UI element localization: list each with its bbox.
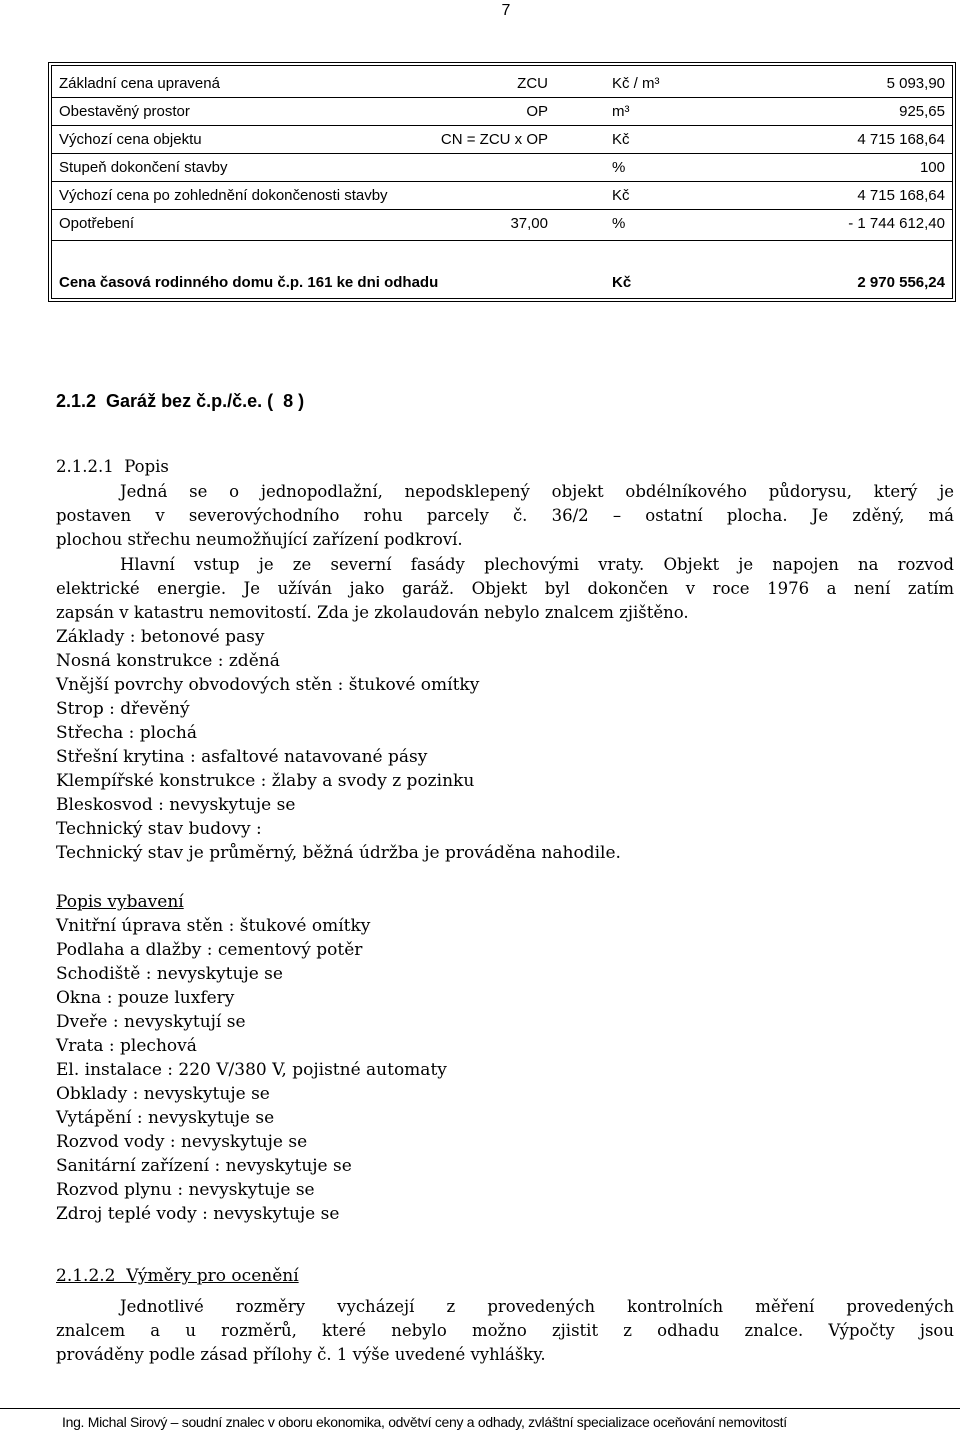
list-item: Vytápění : nevyskytuje se — [56, 1108, 275, 1128]
row-value: 5 093,90 — [886, 75, 945, 92]
list-item: Okna : pouze luxfery — [56, 988, 235, 1008]
list-item: Strop : dřevěný — [56, 699, 190, 719]
list-item: Vnitřní úprava stěn : štukové omítky — [56, 916, 371, 936]
table-row — [52, 98, 952, 126]
list-item: Technický stav je průměrný, běžná údržba je prováděna nahodile. — [56, 843, 621, 863]
table-row — [52, 182, 952, 210]
paragraph-line: prováděny podle zásad přílohy č. 1 výše uvedené vyhlášky. — [56, 1345, 546, 1364]
table-row — [52, 126, 952, 154]
list-item: Základy : betonové pasy — [56, 627, 265, 647]
row-symbol: 37,00 — [510, 215, 548, 232]
row-unit: Kč — [612, 131, 630, 148]
total-unit: Kč — [612, 274, 632, 291]
list-item: Střešní krytina : asfaltové natavované pásy — [56, 747, 428, 767]
popis-paragraph-1 — [56, 480, 954, 552]
table-row — [52, 70, 952, 98]
paragraph-line: Jednotlivé rozměry vycházejí z provedených kontrolních měření provedených — [120, 1297, 954, 1316]
table-total-row — [52, 269, 952, 297]
list-item: Dveře : nevyskytují se — [56, 1012, 246, 1032]
row-label: Výchozí cena objektu — [59, 131, 202, 148]
row-unit: Kč / m³ — [612, 75, 660, 92]
list-item: Podlaha a dlažby : cementový potěr — [56, 940, 363, 960]
row-label: Výchozí cena po zohlednění dokončenosti stavby — [59, 187, 388, 204]
paragraph-line: Jedná se o jednopodlažní, nepodsklepený objekt obdélníkového půdorysu, který je — [120, 482, 954, 501]
list-item: Technický stav budovy : — [56, 819, 262, 839]
total-value: 2 970 556,24 — [857, 274, 945, 291]
row-unit: % — [612, 159, 626, 176]
row-value: 4 715 168,64 — [857, 187, 945, 204]
list-item: Schodiště : nevyskytuje se — [56, 964, 283, 984]
vybaveni-list — [56, 890, 447, 1226]
list-item: Klempířské konstrukce : žlaby a svody z pozinku — [56, 771, 475, 791]
valuation-table — [48, 62, 956, 302]
row-unit: m³ — [612, 103, 630, 120]
vybaveni-heading: Popis vybavení — [56, 892, 184, 912]
list-item: Rozvod plynu : nevyskytuje se — [56, 1180, 315, 1200]
list-item: Rozvod vody : nevyskytuje se — [56, 1132, 308, 1152]
vymery-heading: 2.1.2.2 Výměry pro ocenění — [56, 1266, 299, 1286]
row-value: - 1 744 612,40 — [848, 215, 945, 232]
row-symbol: OP — [526, 103, 548, 120]
row-value: 100 — [919, 159, 945, 176]
row-unit: Kč — [612, 187, 630, 204]
row-label: Stupeň dokončení stavby — [59, 159, 228, 176]
row-unit: % — [612, 215, 626, 232]
list-item: Vnější povrchy obvodových stěn : štukové omítky — [56, 675, 480, 695]
paragraph-line: elektrické energie. Je užíván jako garáž. Objekt byl dokončen v roce 1976 a není zatím — [56, 579, 954, 598]
row-value: 4 715 168,64 — [857, 131, 945, 148]
table-divider — [52, 240, 952, 241]
list-item: El. instalace : 220 V/380 V, pojistné automaty — [56, 1060, 447, 1080]
list-item: Zdroj teplé vody : nevyskytuje se — [56, 1204, 340, 1224]
paragraph-line: Hlavní vstup je ze severní fasády plechovými vraty. Objekt je napojen na rozvod — [120, 555, 954, 574]
table-row — [52, 210, 952, 238]
vymery-paragraph — [56, 1295, 954, 1367]
paragraph-line: zapsán v katastru nemovitostí. Zda je zkolaudován nebylo znalcem zjištěno. — [56, 603, 689, 622]
paragraph-line: postaven v severovýchodního rohu parcely č. 36/2 – ostatní plocha. Je zděný, má — [56, 506, 954, 525]
list-item: Obklady : nevyskytuje se — [56, 1084, 270, 1104]
popis-item-list — [56, 625, 621, 865]
row-label: Obestavěný prostor — [59, 103, 190, 120]
list-item: Střecha : plochá — [56, 723, 197, 743]
row-symbol: ZCU — [517, 75, 548, 92]
list-item: Vrata : plechová — [56, 1036, 197, 1056]
footer-text: Ing. Michal Sirový – soudní znalec v oboru ekonomika, odvětví ceny a odhady, zvláštní specializace oceňování nemovitostí — [62, 1414, 787, 1430]
list-item: Nosná konstrukce : zděná — [56, 651, 280, 671]
page-number: 7 — [501, 2, 511, 19]
row-value: 925,65 — [899, 103, 945, 120]
table-row — [52, 154, 952, 182]
list-item: Sanitární zařízení : nevyskytuje se — [56, 1156, 352, 1176]
row-symbol: CN = ZCU x OP — [440, 131, 548, 148]
row-label: Opotřebení — [59, 215, 135, 232]
popis-paragraph-2 — [56, 553, 954, 625]
list-item: Bleskosvod : nevyskytuje se — [56, 795, 296, 815]
paragraph-line: plochou střechu neumožňující zařízení podkroví. — [56, 530, 463, 549]
page-footer — [0, 1408, 960, 1436]
total-label: Cena časová rodinného domu č.p. 161 ke dni odhadu — [59, 274, 439, 291]
section-heading: 2.1.2 Garáž bez č.p./č.e. ( 8 ) — [56, 391, 305, 411]
popis-heading: 2.1.2.1 Popis — [56, 457, 169, 476]
row-label: Základní cena upravená — [59, 75, 220, 92]
paragraph-line: znalcem a u rozměrů, které nebylo možno zjistit z odhadu znalce. Výpočty jsou — [56, 1321, 954, 1340]
